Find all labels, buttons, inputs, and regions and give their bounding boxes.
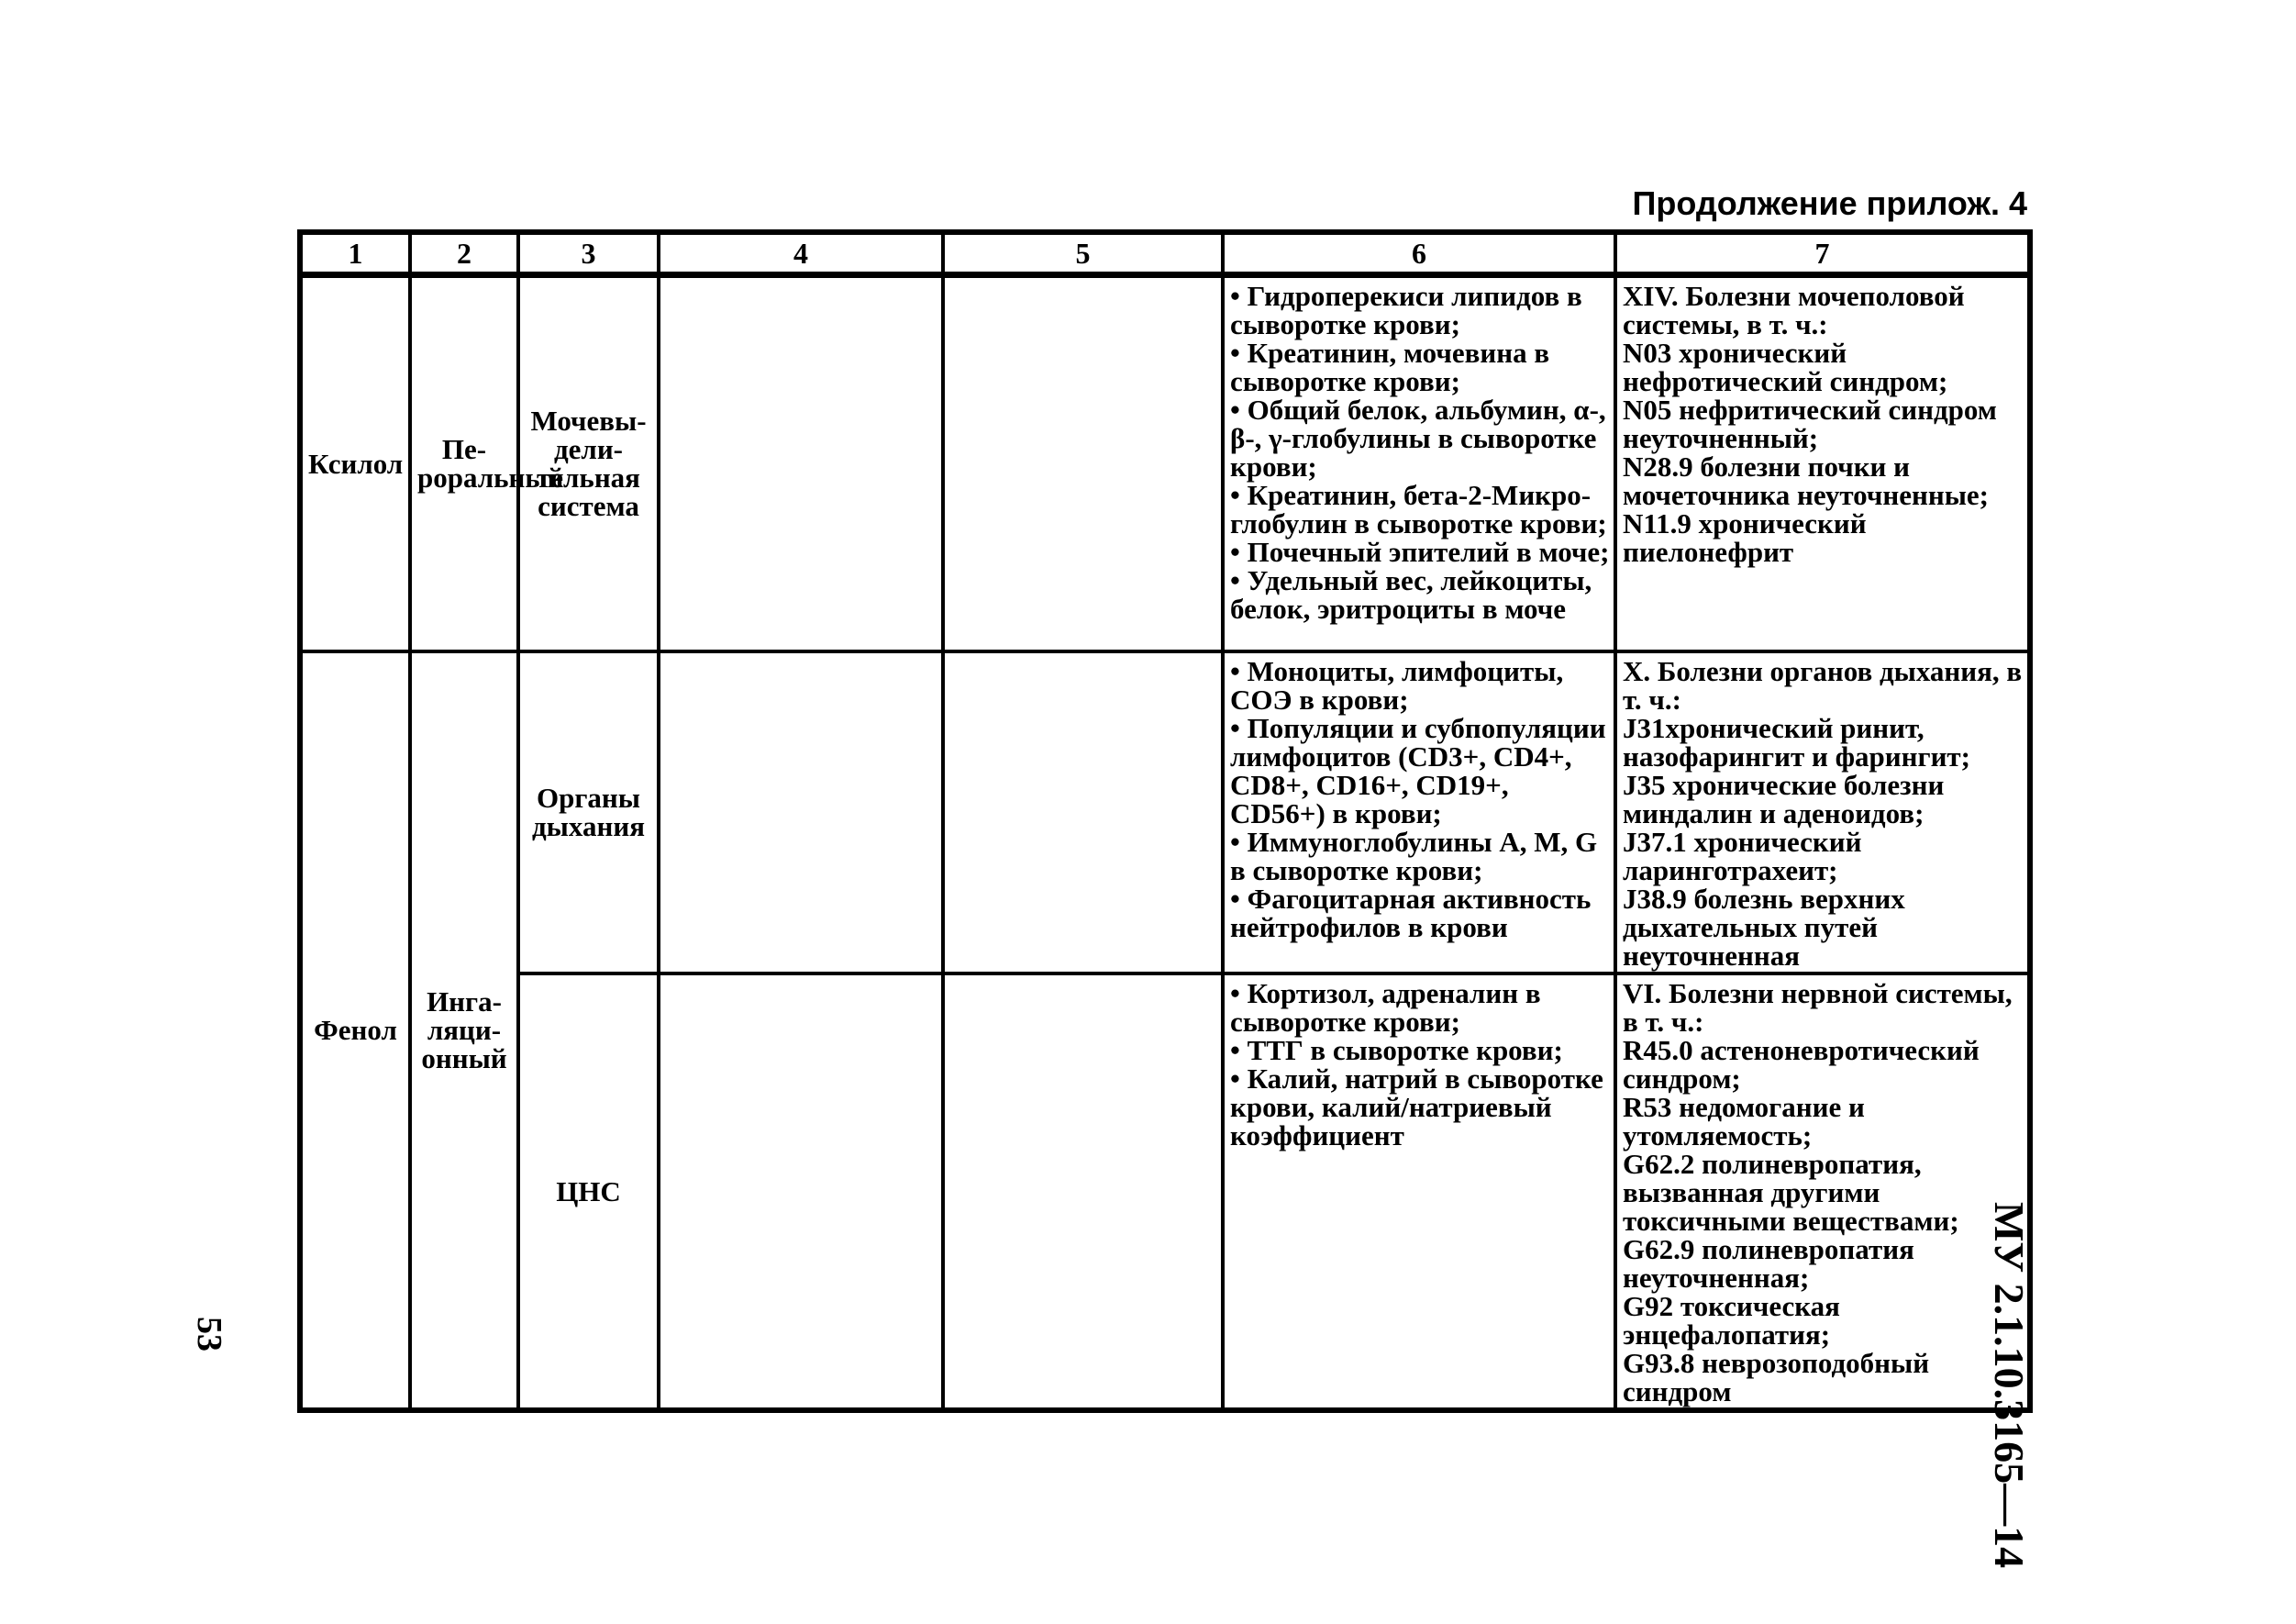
list-item: G62.9 полиневропатия неуточненная; bbox=[1623, 1232, 1914, 1294]
list-item: • Удельный вес, лейкоциты, белок, эритроциты в моче bbox=[1230, 566, 1610, 623]
system-cell: ЦНС bbox=[518, 973, 659, 1410]
indicators-list bbox=[1230, 654, 1610, 943]
indicators-list bbox=[1230, 976, 1610, 1151]
indicators-cell bbox=[1223, 651, 1615, 973]
list-item: J31хронический ринит, назофарингит и фарингит; bbox=[1623, 711, 1970, 773]
list-item: VI. Болезни нервной системы, в т. ч.: bbox=[1623, 976, 2013, 1038]
list-item: X. Болезни органов дыхания, в т. ч.: bbox=[1623, 654, 2023, 716]
header-col-7: 7 bbox=[1615, 232, 2030, 275]
route-text: Инга- ляци- онный bbox=[421, 985, 507, 1074]
list-item: • Кортизол, адреналин в сыворотке крови; bbox=[1230, 979, 1610, 1036]
data-table bbox=[297, 229, 2033, 1413]
list-item: G62.2 полиневропатия, вызванная другими токсичными веществами; bbox=[1623, 1147, 1959, 1237]
col4-cell bbox=[659, 651, 943, 973]
list-item: R45.0 астеноневротический синдром; bbox=[1623, 1033, 1980, 1095]
substance-cell: Ксилол bbox=[300, 275, 410, 651]
diseases-list bbox=[1623, 654, 2024, 972]
list-item: • Креатинин, мочевина в сыворотке крови; bbox=[1230, 339, 1610, 395]
list-item: • Популяции и субпопуляции лимфоцитов (CD3+, CD4+, CD8+, CD16+, CD19+, CD56+) в крови; bbox=[1230, 714, 1610, 828]
list-item: • Иммуноглобулины A, M, G в сыворотке крови; bbox=[1230, 828, 1610, 884]
header-col-2: 2 bbox=[410, 232, 518, 275]
list-item: G92 токсическая энцефалопатия; bbox=[1623, 1289, 1840, 1351]
list-item: N28.9 болезни почки и мочеточника неуточненные; bbox=[1623, 450, 1989, 511]
list-item: N05 нефритический синдром неуточненный; bbox=[1623, 394, 1997, 454]
table-continuation-caption: Продолжение прилож. 4 bbox=[1632, 184, 2027, 222]
table-row-phenol-respiratory bbox=[300, 651, 2030, 973]
route-cell bbox=[410, 275, 564, 651]
header-col-4: 4 bbox=[659, 232, 943, 275]
header-col-5: 5 bbox=[943, 232, 1223, 275]
page-number: 53 bbox=[190, 1317, 228, 1351]
col4-cell bbox=[659, 275, 943, 651]
list-item: • Гидроперекиси липидов в сыворотке крови; bbox=[1230, 282, 1610, 339]
table-row-phenol-cns bbox=[300, 973, 2030, 1410]
list-item: G93.8 неврозоподобный синдром bbox=[1623, 1346, 1930, 1407]
substance-cell: Фенол bbox=[300, 651, 410, 1410]
diseases-list bbox=[1623, 282, 2024, 566]
indicators-list bbox=[1230, 282, 1610, 623]
indicators-cell bbox=[1223, 275, 1615, 651]
col5-cell bbox=[943, 651, 1223, 973]
document-code: МУ 2.1.10.3165—14 bbox=[1986, 1202, 2033, 1569]
header-col-6: 6 bbox=[1223, 232, 1615, 275]
header-col-3: 3 bbox=[518, 232, 659, 275]
list-item: • Общий белок, альбумин, α-, β-, γ-глобулины в сыворотке крови; bbox=[1230, 395, 1610, 481]
header-col-1: 1 bbox=[300, 232, 410, 275]
route-cell bbox=[410, 651, 518, 1410]
list-item: N11.9 хронический пиелонефрит bbox=[1623, 507, 1867, 568]
system-text: Мочевы- дели- тельная система bbox=[530, 405, 647, 523]
col5-cell bbox=[943, 973, 1223, 1410]
system-cell bbox=[518, 275, 659, 651]
header-row bbox=[300, 232, 2030, 275]
list-item: • Калий, натрий в сыворотке крови, калий/натриевый коэффициент bbox=[1230, 1064, 1610, 1150]
col5-cell bbox=[943, 275, 1223, 651]
list-item: • Креатинин, бета-2-Микро-глобулин в сыворотке крови; bbox=[1230, 481, 1610, 538]
list-item: • ТТГ в сыворотке крови; bbox=[1230, 1036, 1610, 1064]
list-item: • Почечный эпителий в моче; bbox=[1230, 538, 1610, 566]
col4-cell bbox=[659, 973, 943, 1410]
list-item: J38.9 болезнь верхних дыхательных путей неуточненная bbox=[1623, 882, 1905, 972]
table-row-xylene bbox=[300, 275, 2030, 651]
list-item: J37.1 хронический ларинготрахеит; bbox=[1623, 825, 1862, 886]
list-item: J35 хронические болезни миндалин и аденоидов; bbox=[1623, 768, 1945, 829]
system-text: Органы дыхания bbox=[532, 782, 645, 842]
route-text: Пе- роральный bbox=[417, 433, 564, 495]
indicators-cell bbox=[1223, 973, 1615, 1410]
system-cell bbox=[518, 651, 659, 973]
list-item: • Моноциты, лимфоциты, СОЭ в крови; bbox=[1230, 657, 1610, 714]
diseases-cell bbox=[1615, 651, 2030, 973]
list-item: N03 хронический нефротический синдром; bbox=[1623, 337, 1948, 397]
list-item: • Фагоцитарная активность нейтрофилов в крови bbox=[1230, 884, 1610, 941]
list-item: R53 недомогание и утомляемость; bbox=[1623, 1090, 1865, 1151]
diseases-cell bbox=[1615, 275, 2030, 651]
list-item: XIV. Болезни мочеполовой системы, в т. ч.: bbox=[1623, 280, 1965, 340]
diseases-cell bbox=[1615, 973, 2030, 1410]
diseases-list bbox=[1623, 976, 2024, 1407]
